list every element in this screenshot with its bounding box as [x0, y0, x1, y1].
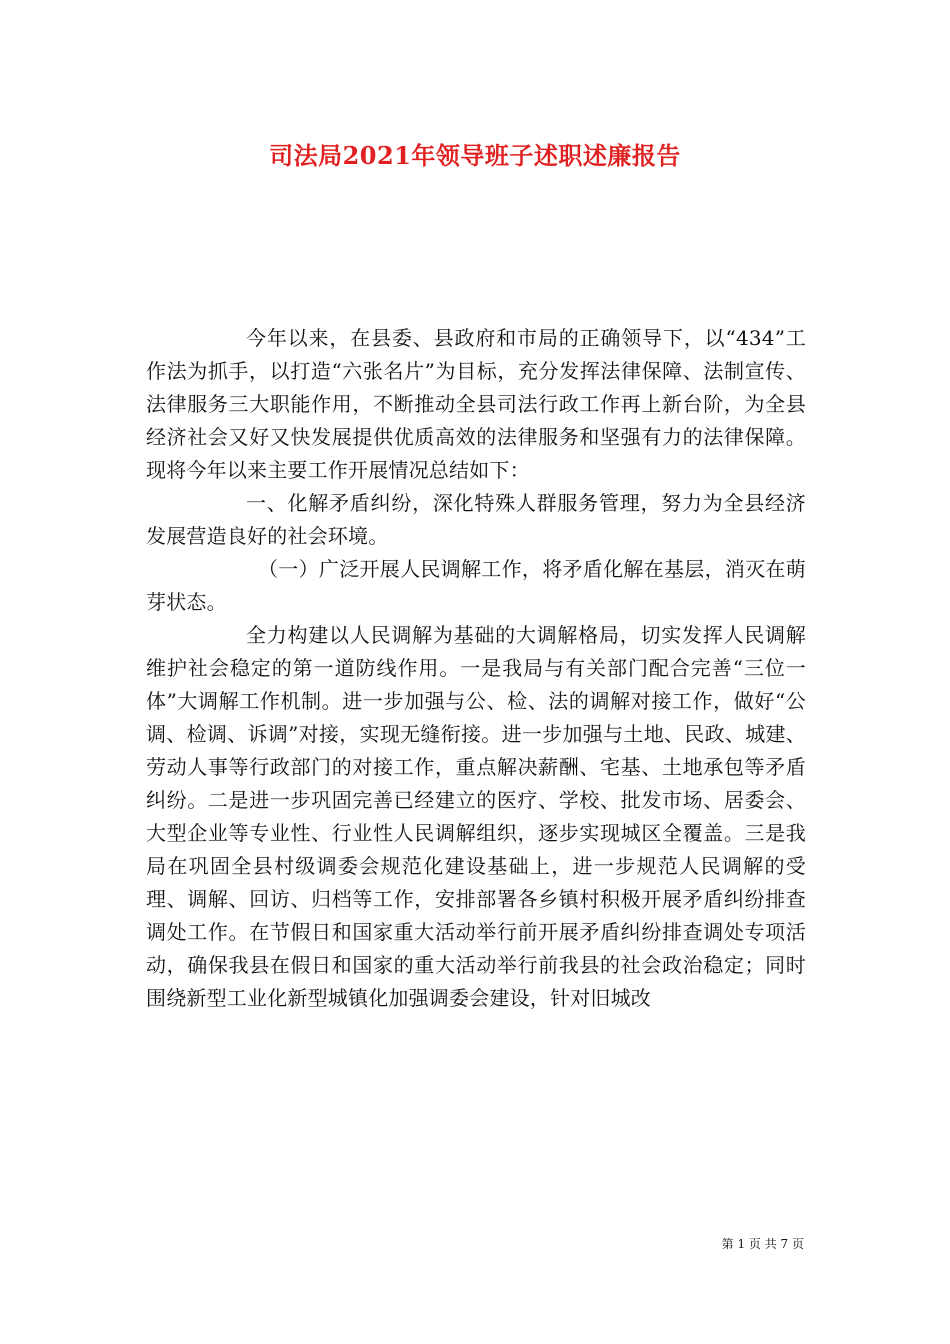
document-title: 司法局2021年领导班子述职述廉报告 [269, 141, 681, 170]
page-number-footer: 第 1 页 共 7 页 [721, 1237, 804, 1251]
subsection-heading-1: （一）广泛开展人民调解工作，将矛盾化解在基层，消灭在萌芽状态。 [146, 557, 806, 614]
section-heading-1: 一、化解矛盾纠纷，深化特殊人群服务管理，努力为全县经济发展营造良好的社会环境。 [146, 491, 806, 548]
document-body [146, 322, 806, 1015]
paragraph-intro: 今年以来，在县委、县政府和市局的正确领导下，以“434”工作法为抓手，以打造“六张名片”为目标，充分发挥法律保障、法制宣传、法律服务三大职能作用，不断推动全县司法行政工作再上新台阶，为全县经济社会又好又快发展提供优质高效的法律服务和坚强有力的法律保障。现将今年以来主要工作开展情况总结如下： [146, 326, 806, 482]
paragraph-mediation: 全力构建以人民调解为基础的大调解格局，切实发挥人民调解维护社会稳定的第一道防线作用。一是我局与有关部门配合完善“三位一体”大调解工作机制。进一步加强与公、检、法的调解对接工作，做好“公调、检调、诉调”对接，实现无缝衔接。进一步加强与土地、民政、城建、劳动人事等行政部门的对接工作，重点解决薪酬、宅基、土地承包等矛盾纠纷。二是进一步巩固完善已经建立的医疗、学校、批发市场、居委会、大型企业等专业性、行业性人民调解组织，逐步实现城区全覆盖。三是我局在巩固全县村级调委会规范化建设基础上，进一步规范人民调解的受理、调解、回访、归档等工作，安排部署各乡镇村积极开展矛盾纠纷排查调处工作。在节假日和国家重大活动举行前开展矛盾纠纷排查调处专项活动，确保我县在假日和国家的重大活动举行前我县的社会政治稳定；同时围绕新型工业化新型城镇化加强调委会建设，针对旧城改 [146, 623, 806, 1010]
